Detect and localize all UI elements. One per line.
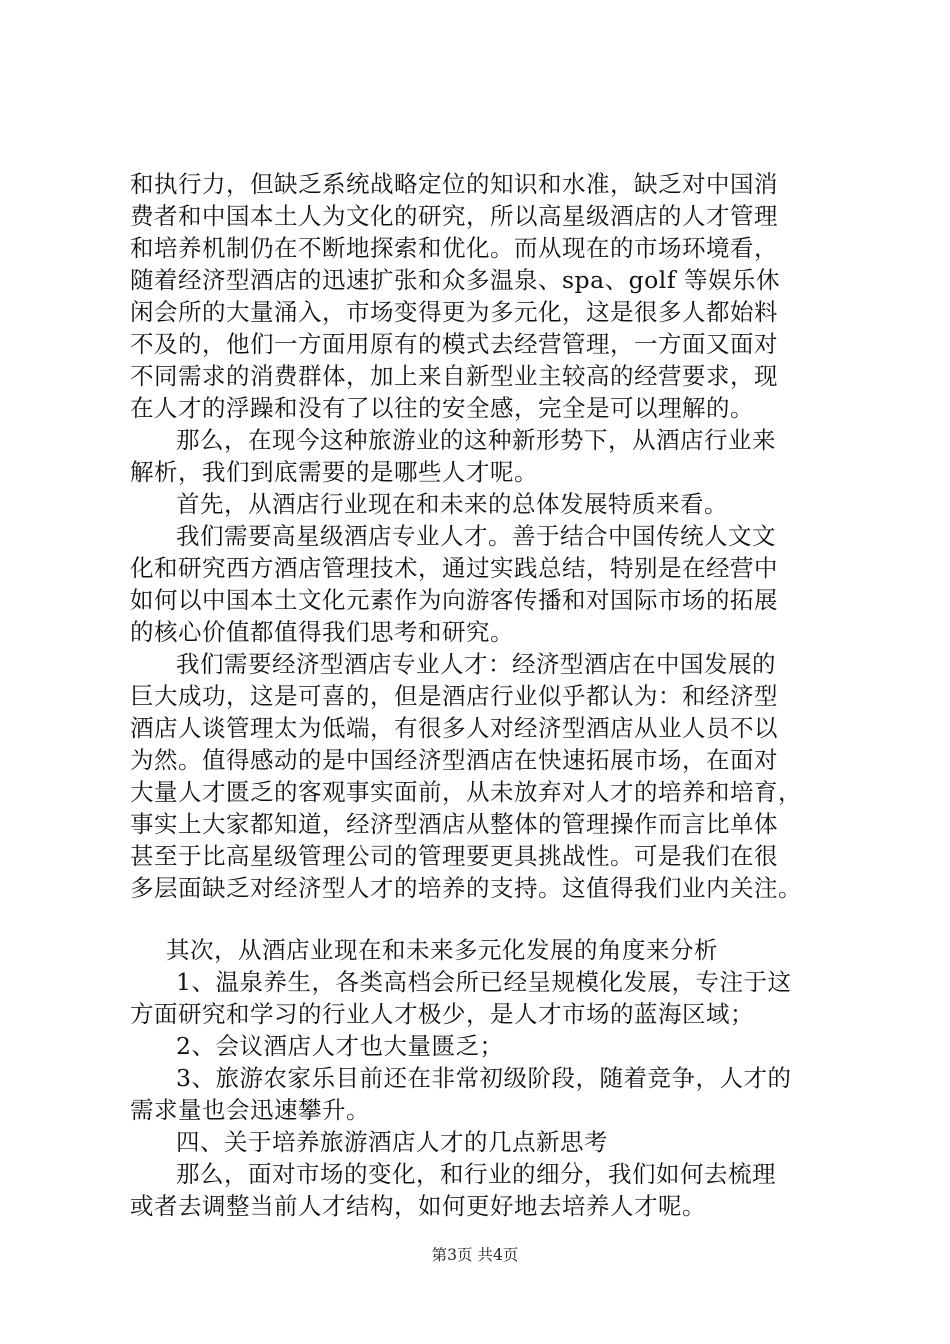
- paragraph: [130, 1030, 850, 1062]
- paragraph: [130, 1158, 850, 1222]
- text-line: 3、旅游农家乐目前还在非常初级阶段，随着竞争，人才的: [176, 1064, 792, 1092]
- text-line: 和执行力，但缺乏系统战略定位的知识和水准，缺乏对中国消: [130, 170, 778, 198]
- text-line: 化和研究西方酒店管理技术，通过实践总结，特别是在经营中: [130, 554, 778, 582]
- text-line: 大量人才匮乏的客观事实面前，从未放弃对人才的培养和培育，: [130, 778, 802, 806]
- text-line: 或者去调整当前人才结构，如何更好地去培养人才呢。: [130, 1192, 706, 1220]
- paragraph: [130, 168, 850, 424]
- text-line: 为然。值得感动的是中国经济型酒店在快速拓展市场，在面对: [130, 746, 778, 774]
- paragraph: [130, 424, 850, 488]
- paragraph: [130, 648, 850, 904]
- text-line: 不同需求的消费群体，加上来自新型业主较高的经营要求，现: [130, 362, 778, 390]
- text-line: 我们需要经济型酒店专业人才：经济型酒店在中国发展的: [176, 650, 776, 678]
- text-line: 费者和中国本土人为文化的研究，所以高星级酒店的人才管理: [130, 202, 778, 230]
- text-line: 巨大成功，这是可喜的，但是酒店行业似乎都认为：和经济型: [130, 682, 778, 710]
- paragraph: [130, 966, 850, 1030]
- text-line: 那么，面对市场的变化，和行业的细分，我们如何去梳理: [176, 1160, 776, 1188]
- text-line: 我们需要高星级酒店专业人才。善于结合中国传统人文文: [176, 522, 776, 550]
- text-line: 多层面缺乏对经济型人才的培养的支持。这值得我们业内关注。: [130, 874, 802, 902]
- text-line: 四、关于培养旅游酒店人才的几点新思考: [176, 1128, 608, 1156]
- paragraph-spacer: [130, 904, 850, 934]
- paragraph: [130, 1062, 850, 1126]
- text-line: 的核心价值都值得我们思考和研究。: [130, 618, 514, 646]
- text-line: 2、会议酒店人才也大量匮乏；: [176, 1032, 504, 1060]
- text-line: 酒店人谈管理太为低端，有很多人对经济型酒店从业人员不以: [130, 714, 778, 742]
- text-line: 和培养机制仍在不断地探索和优化。而从现在的市场环境看，: [130, 234, 778, 262]
- text-line: 事实上大家都知道，经济型酒店从整体的管理操作而言比单体: [130, 810, 778, 838]
- paragraph: [130, 520, 850, 648]
- text-line: 闲会所的大量涌入，市场变得更为多元化，这是很多人都始料: [130, 298, 778, 326]
- text-line: 1、温泉养生，各类高档会所已经呈规模化发展，专注于这: [176, 968, 792, 996]
- text-line: 不及的，他们一方面用原有的模式去经营管理，一方面又面对: [130, 330, 778, 358]
- text-line: 那么，在现今这种旅游业的这种新形势下，从酒店行业来: [176, 426, 776, 454]
- document-body: [130, 168, 850, 1222]
- text-line: 首先，从酒店行业现在和未来的总体发展特质来看。: [176, 490, 728, 518]
- text-line: 在人才的浮躁和没有了以往的安全感，完全是可以理解的。: [130, 394, 754, 422]
- text-line: 甚至于比高星级管理公司的管理要更具挑战性。可是我们在很: [130, 842, 778, 870]
- text-line: 其次，从酒店业现在和未来多元化发展的角度来分析: [166, 936, 718, 964]
- text-line: 需求量也会迅速攀升。: [130, 1096, 370, 1124]
- text-line: 解析，我们到底需要的是哪些人才呢。: [130, 458, 538, 486]
- text-line: 随着经济型酒店的迅速扩张和众多温泉、spa、golf 等娱乐休: [130, 266, 780, 294]
- paragraph: [130, 488, 850, 520]
- paragraph: [130, 934, 850, 966]
- text-line: 方面研究和学习的行业人才极少，是人才市场的蓝海区域；: [130, 1000, 754, 1028]
- page-footer: 第3页 共4页: [431, 1246, 519, 1264]
- paragraph: [130, 1126, 850, 1158]
- text-line: 如何以中国本土文化元素作为向游客传播和对国际市场的拓展: [130, 586, 778, 614]
